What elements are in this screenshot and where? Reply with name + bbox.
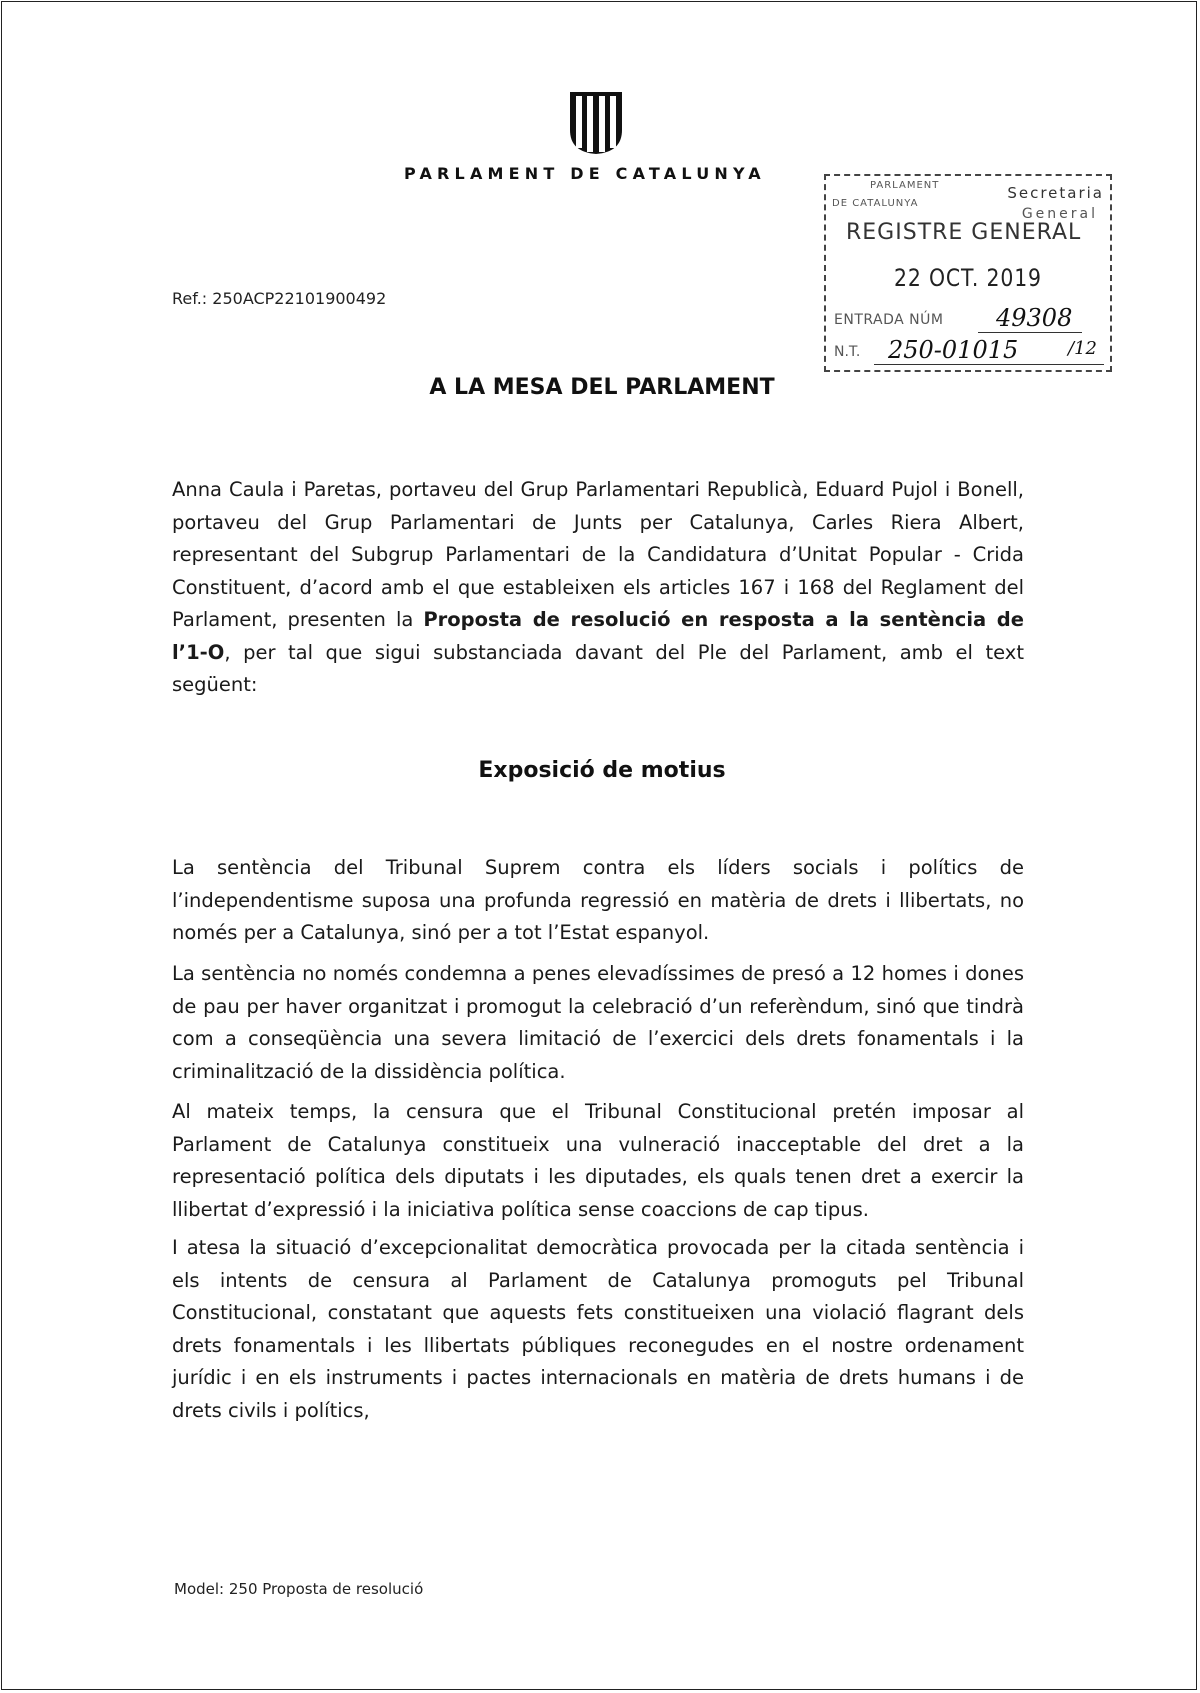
proposal-title: Proposta de resolució en resposta a la sentència de l’1-O <box>172 608 1024 664</box>
body-paragraph-3: Al mateix temps, la censura que el Tribunal Constitucional pretén imposar al Parlament de Catalunya constitueix una vulneració inacceptable del dret a la representació política dels diputats i les diputades, els quals tenen dret a exercir la llibertat d’expressió i la iniciativa política sense coaccions de cap tipus. <box>172 1100 1024 1221</box>
parliament-logo-icon <box>568 90 624 156</box>
stamp-org-line-2: DE CATALUNYA <box>832 198 919 209</box>
stamp-general: General <box>1021 206 1098 222</box>
body-paragraph-2: La sentència no només condemna a penes elevadíssimes de presó a 12 homes i dones de pau per haver organitzat i promogut la celebració d’un referèndum, sinó que tindrà com a conseqüència una severa limitació de l’exercici dels drets fonamentals i la criminalització de la dissidència política. <box>172 962 1024 1083</box>
section-heading: Exposició de motius <box>478 758 726 783</box>
stamp-nt-label: N.T. <box>834 344 861 360</box>
stamp-entrada-label: ENTRADA NÚM <box>834 312 944 328</box>
page-frame <box>1 1 1197 1690</box>
addressee-heading: A LA MESA DEL PARLAMENT <box>429 375 775 400</box>
stamp-nt-suffix: /12 <box>1068 338 1097 359</box>
stamp-entrada-line <box>978 332 1082 333</box>
stamp-nt-number: 250-01015 <box>888 336 1019 364</box>
intro-text-end: , per tal que sigui substanciada davant del Ple del Parlament, amb el text següent: <box>172 640 1024 696</box>
stamp-nt-line <box>874 364 1104 365</box>
intro-paragraph <box>172 474 1024 702</box>
body-paragraph-1: La sentència del Tribunal Suprem contra els líders socials i polítics de l’independentisme suposa una profunda regressió en matèria de drets i llibertats, no només per a Catalunya, sinó per a tot l’Estat espanyol. <box>172 856 1024 944</box>
intro-text-start: Anna Caula i Paretas, portaveu del Grup Parlamentari Republicà, Eduard Pujol i Bonell, portaveu del Grup Parlamentari de Junts per Catalunya, Carles Riera Albert, representant del Subgrup Parlamentari de la Candidatura d’Unitat Popular - Crida Constituent, d’acord amb el que estableixen els articles 167 i 168 del Reglament del Parlament, presenten la <box>172 478 1024 631</box>
stamp-entrada-number: 49308 <box>996 304 1073 332</box>
stamp-date: 22 OCT. 2019 <box>894 264 1042 292</box>
footer-model: Model: 250 Proposta de resolució <box>174 1580 424 1598</box>
stamp-org-line-1: PARLAMENT <box>870 180 940 191</box>
stamp-registre-general: REGISTRE GENERAL <box>846 220 1082 245</box>
reference-number: Ref.: 250ACP22101900492 <box>172 289 387 308</box>
registry-stamp <box>824 174 1112 372</box>
body-paragraph-4: I atesa la situació d’excepcionalitat democràtica provocada per la citada sentència i els intents de censura al Parlament de Catalunya promoguts pel Tribunal Constitucional, constatant que aquests fets constitueixen una violació flagrant dels drets fonamentals i les llibertats públiques reconegudes en el nostre ordenament jurídic i en els instruments i pactes internacionals en matèria de drets humans i de drets civils i polítics, <box>172 1236 1024 1422</box>
parliament-name: PARLAMENT DE CATALUNYA <box>404 164 766 183</box>
stamp-secretaria: Secretaria <box>1007 184 1104 202</box>
